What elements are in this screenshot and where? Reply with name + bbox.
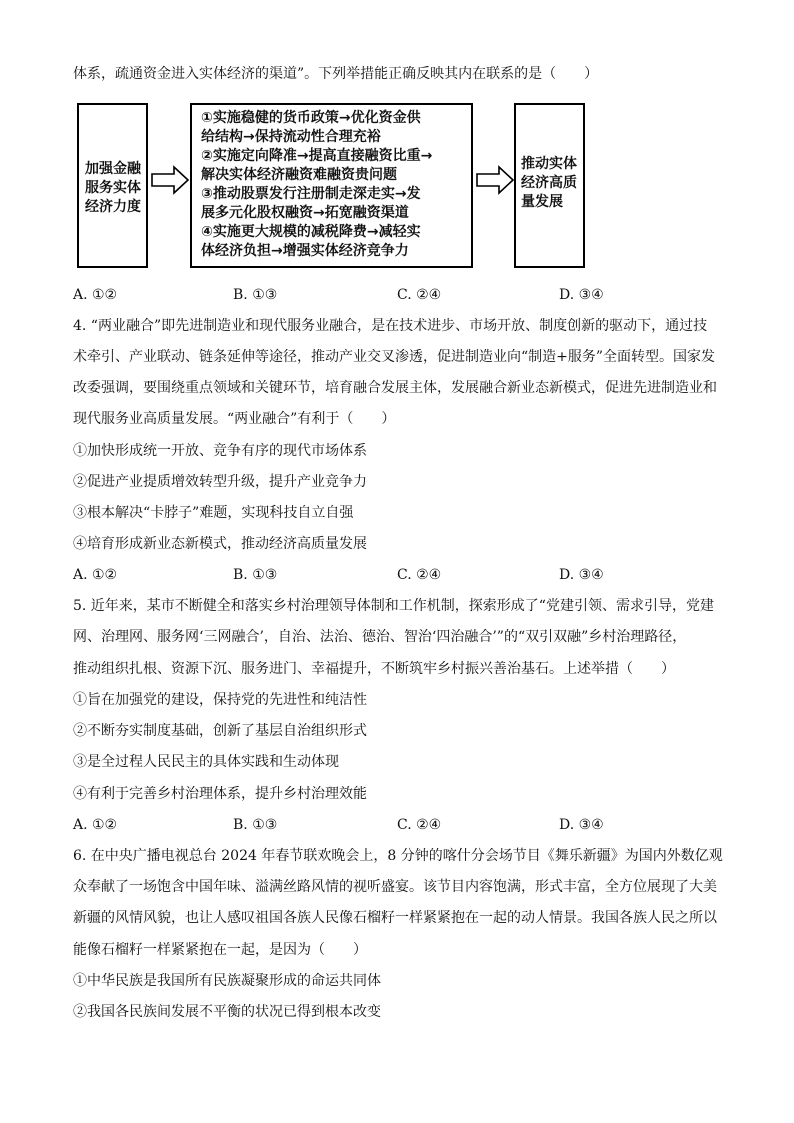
q4-item: ①加快形成统一开放、竞争有序的现代市场体系 — [73, 443, 367, 459]
right-arrow-icon — [150, 165, 190, 195]
right-box — [514, 103, 585, 268]
q4-item: ④培育形成新业态新模式，推动经济高质量发展 — [73, 536, 367, 552]
q5-stem-line: 推动组织扎根、资源下沉、服务进门、幸福提升，不断筑牢乡村振兴善治基石。上述举措（ ） — [73, 661, 675, 677]
option-c[interactable]: C. ②④ — [397, 817, 442, 833]
middle-box-line: ④实施更大规模的减税降费→减轻实 — [201, 224, 421, 240]
q4-stem-line: 改委强调，要围绕重点领域和关键环节，培育融合发展主体，发展融合新业态新模式，促进先进制造业和 — [73, 380, 717, 396]
left-box-line: 服务实体 — [85, 180, 141, 196]
option-a[interactable]: A. ①② — [73, 817, 118, 833]
middle-box-line: ②实施定向降准→提高直接融资比重→ — [201, 148, 433, 164]
q3-options — [73, 287, 713, 303]
q6-item: ①中华民族是我国所有民族凝聚形成的命运共同体 — [73, 973, 381, 989]
q3-intro: 体系，疏通资金进入实体经济的渠道”。下列举措能正确反映其内在联系的是（ ） — [73, 66, 599, 82]
q5-item: ④有利于完善乡村治理体系，提升乡村治理效能 — [73, 786, 367, 802]
right-box-line: 推动实体 — [521, 156, 577, 172]
q4-stem-line: 术牵引、产业联动、链条延伸等途径，推动产业交叉渗透，促进制造业向“制造+服务”全面转型。国家发 — [73, 349, 716, 365]
q4-stem-line: 现代服务业高质量发展。“两业融合”有利于（ ） — [73, 411, 396, 427]
q5-stem-line: 网、治理网、服务网‘三网融合’，自治、法治、德治、智治‘四治融合’”的“双引双融”乡村治理路径， — [73, 629, 687, 645]
q4-options — [73, 567, 713, 583]
left-box-line: 加强金融 — [85, 161, 141, 177]
right-box-line: 量发展 — [521, 194, 563, 210]
option-b[interactable]: B. ①③ — [233, 287, 278, 303]
q5-item: ②不断夯实制度基础，创新了基层自治组织形式 — [73, 723, 367, 739]
right-arrow-icon — [475, 165, 515, 195]
middle-box-line: ③推动股票发行注册制走深走实→发 — [201, 186, 421, 202]
middle-box-line: 给结构→保持流动性合理充裕 — [201, 129, 381, 145]
middle-box — [190, 103, 473, 268]
option-c[interactable]: C. ②④ — [397, 567, 442, 583]
q4-item: ②促进产业提质增效转型升级，提升产业竞争力 — [73, 474, 367, 490]
option-a[interactable]: A. ①② — [73, 287, 118, 303]
option-d[interactable]: D. ③④ — [559, 287, 604, 303]
option-c[interactable]: C. ②④ — [397, 287, 442, 303]
q6-stem-line: 6. 在中央广播电视总台 2024 年春节联欢晚会上，8 分钟的喀什分会场节目《舞乐新疆》为国内外数亿观 — [73, 848, 723, 864]
middle-box-line: 体经济负担→增强实体经济竞争力 — [201, 243, 409, 259]
left-box-line: 经济力度 — [85, 199, 141, 215]
q5-item: ③是全过程人民民主的具体实践和生动体现 — [73, 754, 339, 770]
option-b[interactable]: B. ①③ — [233, 567, 278, 583]
option-d[interactable]: D. ③④ — [559, 817, 604, 833]
q6-stem-line: 新疆的风情风貌，也让人感叹祖国各族人民像石榴籽一样紧紧抱在一起的动人情景。我国各族人民之所以 — [73, 910, 717, 926]
q6-stem-line: 众奉献了一场饱含中国年味、溢满丝路风情的视听盛宴。该节目内容饱满，形式丰富，全方位展现了大美 — [73, 879, 717, 895]
left-box — [77, 103, 148, 268]
right-box-line: 经济高质 — [521, 175, 577, 191]
q6-stem-line: 能像石榴籽一样紧紧抱在一起，是因为（ ） — [73, 942, 367, 958]
q5-options — [73, 817, 713, 833]
middle-box-line: 解决实体经济融资难融资贵问题 — [201, 167, 397, 183]
q5-item: ①旨在加强党的建设，保持党的先进性和纯洁性 — [73, 692, 367, 708]
middle-box-line: ①实施稳健的货币政策→优化资金供 — [201, 110, 421, 126]
option-b[interactable]: B. ①③ — [233, 817, 278, 833]
q4-stem-line: 4. “两业融合”即先进制造业和现代服务业融合，是在技术进步、市场开放、制度创新的驱动下，通过技 — [73, 318, 708, 334]
option-d[interactable]: D. ③④ — [559, 567, 604, 583]
q4-item: ③根本解决“卡脖子”难题，实现科技自立自强 — [73, 505, 354, 521]
q6-item: ②我国各民族间发展不平衡的状况已得到根本改变 — [73, 1004, 381, 1020]
option-a[interactable]: A. ①② — [73, 567, 118, 583]
middle-box-line: 展多元化股权融资→拓宽融资渠道 — [201, 205, 409, 221]
q5-stem-line: 5. 近年来，某市不断健全和落实乡村治理领导体制和工作机制，探索形成了“党建引领、需求引导，党建 — [73, 598, 714, 614]
